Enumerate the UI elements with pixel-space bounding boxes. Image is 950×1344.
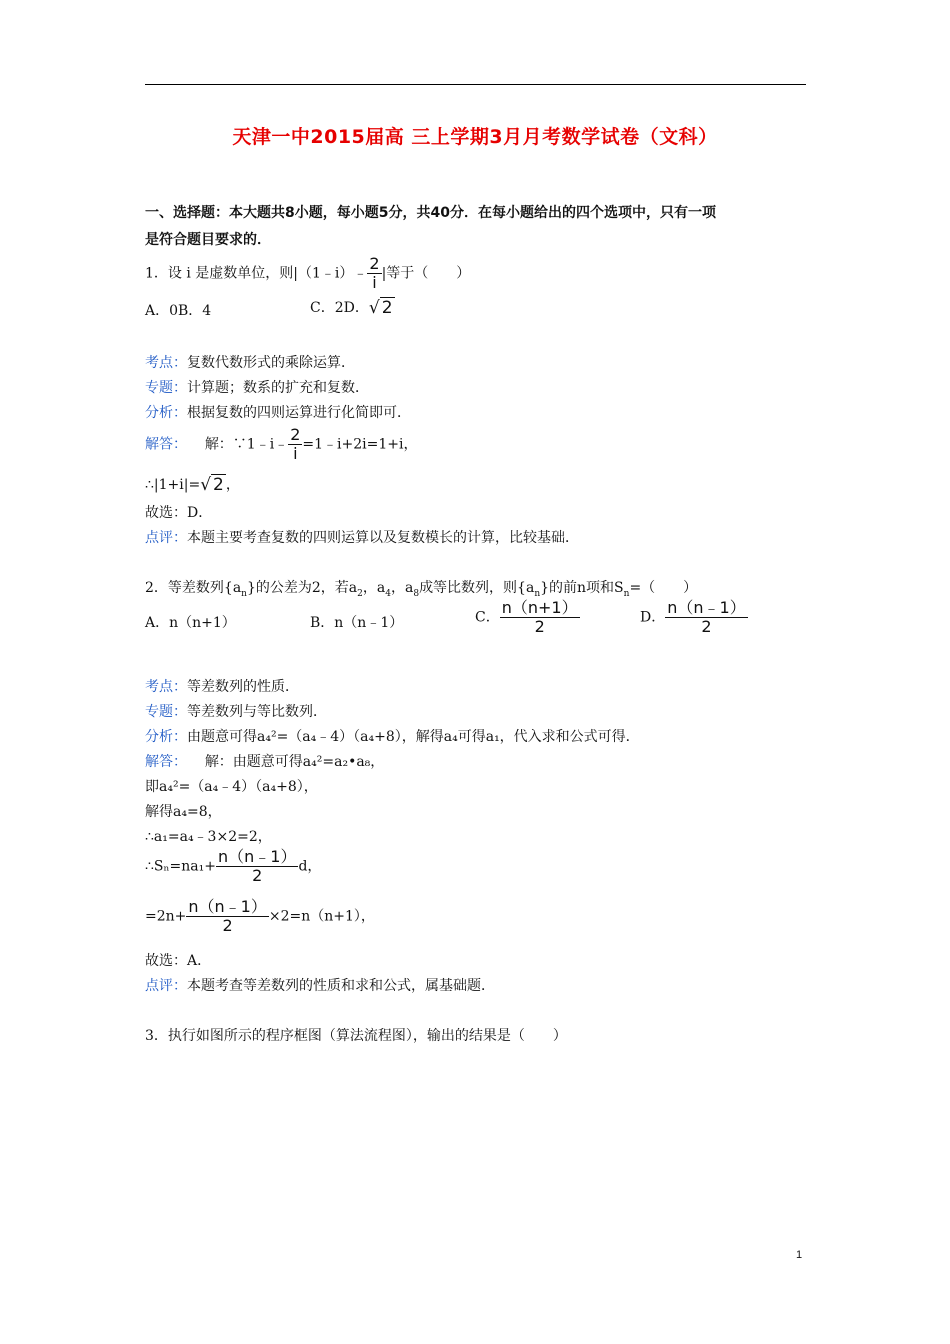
q2-zhuanti — [145, 701, 327, 721]
page-number: 1 — [796, 1249, 803, 1261]
q2-option-c-prefix: C． — [475, 609, 500, 626]
fraction-numerator: 2 — [369, 254, 380, 273]
q2-stem-f: }的前n项和S — [540, 580, 624, 596]
q2-option-a: A．n（n+1） — [145, 615, 236, 631]
fraction-denominator: i — [372, 273, 377, 292]
q2-step5-fraction — [186, 899, 268, 934]
q2-dianping — [145, 975, 495, 995]
q2-select: 故选：A． — [145, 953, 212, 969]
q1-stem-text-a: 1．设 i 是虚数单位，则|（1﹣i）﹣ — [145, 265, 368, 282]
q1-dianping — [145, 527, 579, 547]
q3-stem: 3．执行如图所示的程序框图（算法流程图），输出的结果是（ ） — [145, 1028, 567, 1044]
label-dianping: 点评： — [145, 978, 187, 994]
q2-step2: 解得a₄=8， — [145, 804, 222, 820]
q2-step3: ∴a₁=a₄﹣3×2=2， — [145, 829, 272, 845]
q1-stem — [145, 256, 470, 291]
q1-dianping-text: 本题主要考查复数的四则运算以及复数模长的计算，比较基础． — [187, 530, 579, 546]
fraction-denominator: 2 — [252, 866, 263, 885]
fraction-numerator: n（n﹣1） — [667, 598, 746, 617]
q2-zhuanti-text: 等差数列与等比数列． — [187, 704, 327, 720]
q2-option-d-fraction — [665, 600, 747, 635]
q2-option-d-prefix: D． — [640, 609, 666, 626]
q2-step5 — [145, 899, 375, 934]
q2-stem-g: =（ ） — [629, 580, 698, 596]
label-fenxi: 分析： — [145, 405, 187, 421]
label-kaodian: 考点： — [145, 355, 187, 371]
q2-step4 — [145, 849, 321, 884]
q2-stem-b: }的公差为2，若a — [246, 580, 358, 596]
section-heading-line1: 一、选择题：本大题共8小题，每小题5分，共40分．在每小题给出的四个选项中，只有一项 — [145, 205, 716, 221]
label-zhuanti: 专题： — [145, 380, 187, 396]
q2-option-c — [475, 600, 580, 635]
fraction-numerator: n（n﹣1） — [218, 847, 297, 866]
q1-jieda-text-a: 解：∵1﹣i﹣ — [204, 436, 289, 453]
fraction-denominator: 2 — [534, 617, 545, 636]
q2-option-c-fraction — [500, 600, 580, 635]
q1-kaodian-text: 复数代数形式的乘除运算． — [187, 355, 355, 371]
q1-kaodian — [145, 352, 355, 372]
q1-stem-text-b: |等于（ ） — [381, 265, 471, 282]
q1-option-cd — [310, 297, 395, 318]
fraction-numerator: n（n+1） — [501, 598, 578, 617]
label-jieda: 解答： — [145, 754, 187, 770]
q1-jieda-text-b: =1﹣i+2i=1+i， — [302, 436, 418, 453]
q1-stem-fraction — [367, 256, 381, 291]
section-heading-line2: 是符合题目要求的． — [145, 232, 271, 248]
q1-fenxi-text: 根据复数的四则运算进行化简即可． — [187, 405, 411, 421]
q1-option-ab: A．0B．4 — [145, 303, 212, 319]
q2-fenxi — [145, 726, 640, 746]
q1-select: 故选：D． — [145, 505, 213, 521]
q1-zhuanti — [145, 377, 369, 397]
fraction-numerator: 2 — [290, 425, 301, 444]
q2-jieda — [145, 751, 384, 771]
header-rule — [145, 84, 806, 85]
q1-jieda-fraction — [288, 427, 302, 462]
q2-kaodian — [145, 676, 299, 696]
q2-stem-c: ，a — [362, 580, 386, 596]
label-zhuanti: 专题： — [145, 704, 187, 720]
q2-option-b: B．n（n﹣1） — [310, 615, 404, 631]
q1-modulus-line — [145, 474, 240, 495]
sqrt-two: √ 2 — [200, 475, 224, 495]
q1-modulus-text: ∴|1+i|= — [145, 477, 201, 493]
q2-stem-d: ，a — [390, 580, 414, 596]
q2-step4-text-a: ∴Sₙ=na₁+ — [145, 858, 216, 875]
fraction-denominator: i — [293, 444, 298, 463]
q2-stem: 2．等差数列$\{a_n\}$的公差为2，若$a_2$，$a_4$，$a_8$成等比数列，则$\{a_n\}$的前n项和$S_n=$（ ） — [145, 580, 698, 599]
q1-modulus-comma: ， — [225, 477, 240, 493]
q2-option-d — [640, 600, 748, 635]
q1-jieda — [145, 427, 417, 462]
label-kaodian: 考点： — [145, 679, 187, 695]
fraction-denominator: 2 — [222, 916, 233, 935]
sqrt-radicand: 2 — [213, 475, 224, 495]
q2-step4-text-b: d， — [298, 858, 322, 875]
q2-step4-fraction — [216, 849, 298, 884]
q2-fenxi-text: 由题意可得a₄²=（a₄﹣4）（a₄+8），解得a₄可得a₁，代入求和公式可得． — [187, 729, 640, 745]
q1-fenxi — [145, 402, 411, 422]
q1-option-cd-text: C．2D． — [310, 300, 369, 316]
fraction-numerator: n（n﹣1） — [188, 897, 267, 916]
q1-zhuanti-text: 计算题；数系的扩充和复数． — [187, 380, 369, 396]
q2-stem-e: 成等比数列，则{a — [419, 580, 535, 596]
q2-kaodian-text: 等差数列的性质． — [187, 679, 299, 695]
q2-step5-text-b: ×2=n（n+1）， — [268, 908, 375, 925]
q2-dianping-text: 本题考查等差数列的性质和求和公式，属基础题． — [187, 978, 495, 994]
q2-jieda-text: 解：由题意可得a₄²=a₂•a₈， — [204, 754, 385, 770]
sqrt-two: √ 2 — [368, 298, 393, 318]
label-dianping: 点评： — [145, 530, 187, 546]
q2-step5-text-a: =2n+ — [145, 908, 187, 925]
q2-step1: 即a₄²=（a₄﹣4）（a₄+8）， — [145, 779, 318, 795]
fraction-denominator: 2 — [701, 617, 712, 636]
document-title: 天津一中2015届高 三上学期3月月考数学试卷（文科） — [232, 126, 718, 148]
sqrt-radicand: 2 — [381, 298, 393, 318]
label-fenxi: 分析： — [145, 729, 187, 745]
q2-stem-a: 2．等差数列{a — [145, 580, 242, 596]
label-jieda: 解答： — [145, 436, 187, 453]
